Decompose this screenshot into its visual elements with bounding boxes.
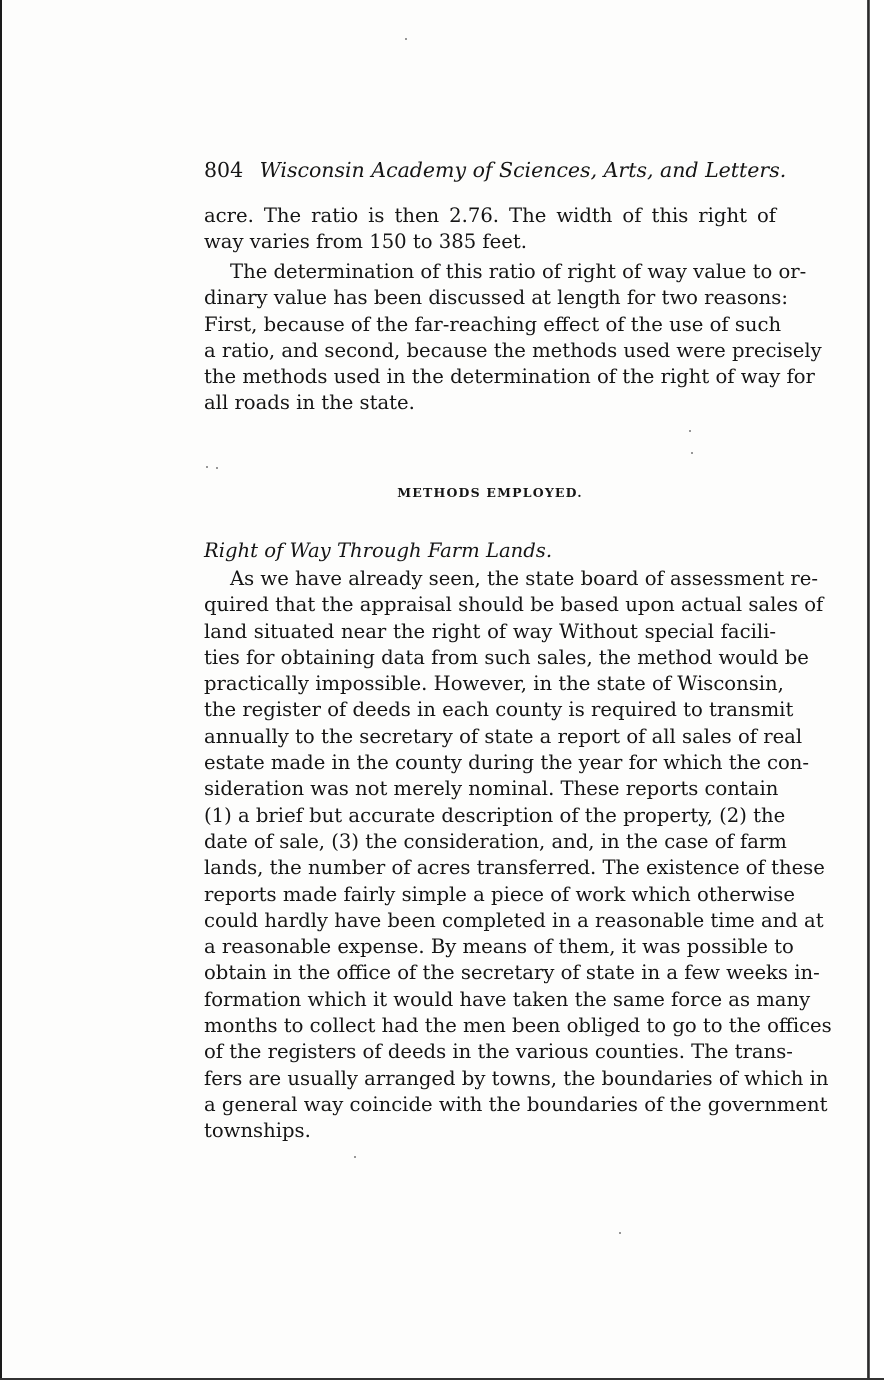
subsection-heading: Right of Way Through Farm Lands.: [204, 539, 553, 562]
text-line: a ratio, and second, because the methods used were precisely: [204, 338, 822, 362]
page-margin-strip: [870, 0, 884, 1380]
journal-title: Wisconsin Academy of Sciences, Arts, and Letters.: [259, 158, 787, 182]
running-header: [204, 158, 787, 182]
text-line: fers are usually arranged by towns, the boundaries of which in: [204, 1066, 829, 1090]
text-line: dinary value has been discussed at length for two reasons:: [204, 286, 788, 310]
text-line: a general way coincide with the boundaries of the government: [204, 1092, 828, 1116]
text-line: reports made fairly simple a piece of work which otherwise: [204, 882, 795, 906]
scan-speck: [354, 1156, 356, 1158]
text-line: quired that the appraisal should be based upon actual sales of: [204, 593, 824, 617]
text-line: could hardly have been completed in a reasonable time and at: [204, 908, 824, 932]
text-line: lands, the number of acres transferred. The existence of these: [204, 856, 825, 880]
scan-speck: [689, 430, 691, 432]
text-line: townships.: [204, 1119, 311, 1143]
text-line: practically impossible. However, in the state of Wisconsin,: [204, 672, 784, 696]
text-line: the methods used in the determination of the right of way for: [204, 365, 815, 389]
paragraph-farm-lands: [204, 566, 832, 1145]
text-line: sideration was not merely nominal. These reports contain: [204, 777, 779, 801]
page-left-edge: [0, 0, 2, 1380]
text-line: acre. The ratio is then 2.76. The width of this right of: [204, 204, 776, 227]
text-line: of the registers of deeds in the various counties. The trans-: [204, 1040, 793, 1064]
text-line: a reasonable expense. By means of them, it was possible to: [204, 935, 794, 959]
scan-speck: [691, 452, 693, 454]
text-line: ties for obtaining data from such sales, the method would be: [204, 645, 809, 669]
text-line: As we have already seen, the state board of assessment re-: [230, 567, 819, 590]
scan-speck: [216, 467, 218, 469]
text-line: (1) a brief but accurate description of the property, (2) the: [204, 803, 786, 827]
text-line: First, because of the far-reaching effect of the use of such: [204, 312, 782, 336]
text-line: the register of deeds in each county is required to transmit: [204, 698, 794, 722]
text-line: obtain in the office of the secretary of state in a few weeks in-: [204, 961, 820, 985]
text-line: land situated near the right of way Without special facili-: [204, 619, 776, 643]
text-line: way varies from 150 to 385 feet.: [204, 230, 527, 254]
paragraph-continuation: [204, 203, 776, 256]
text-line: months to collect had the men been obliged to go to the offices: [204, 1014, 832, 1038]
text-line: estate made in the county during the year for which the con-: [204, 751, 810, 775]
scan-speck: [619, 1232, 621, 1234]
page-number: 804: [204, 158, 244, 182]
scan-speck: [405, 38, 407, 40]
text-line: The determination of this ratio of right of way value to or-: [230, 260, 807, 283]
section-heading: METHODS EMPLOYED.: [397, 485, 583, 500]
text-line: all roads in the state.: [204, 391, 415, 415]
scan-speck: [206, 466, 208, 468]
text-line: annually to the secretary of state a report of all sales of real: [204, 724, 803, 748]
text-line: formation which it would have taken the same force as many: [204, 987, 811, 1011]
paragraph-ratio-discussion: [204, 259, 822, 417]
text-line: date of sale, (3) the consideration, and, in the case of farm: [204, 829, 787, 853]
